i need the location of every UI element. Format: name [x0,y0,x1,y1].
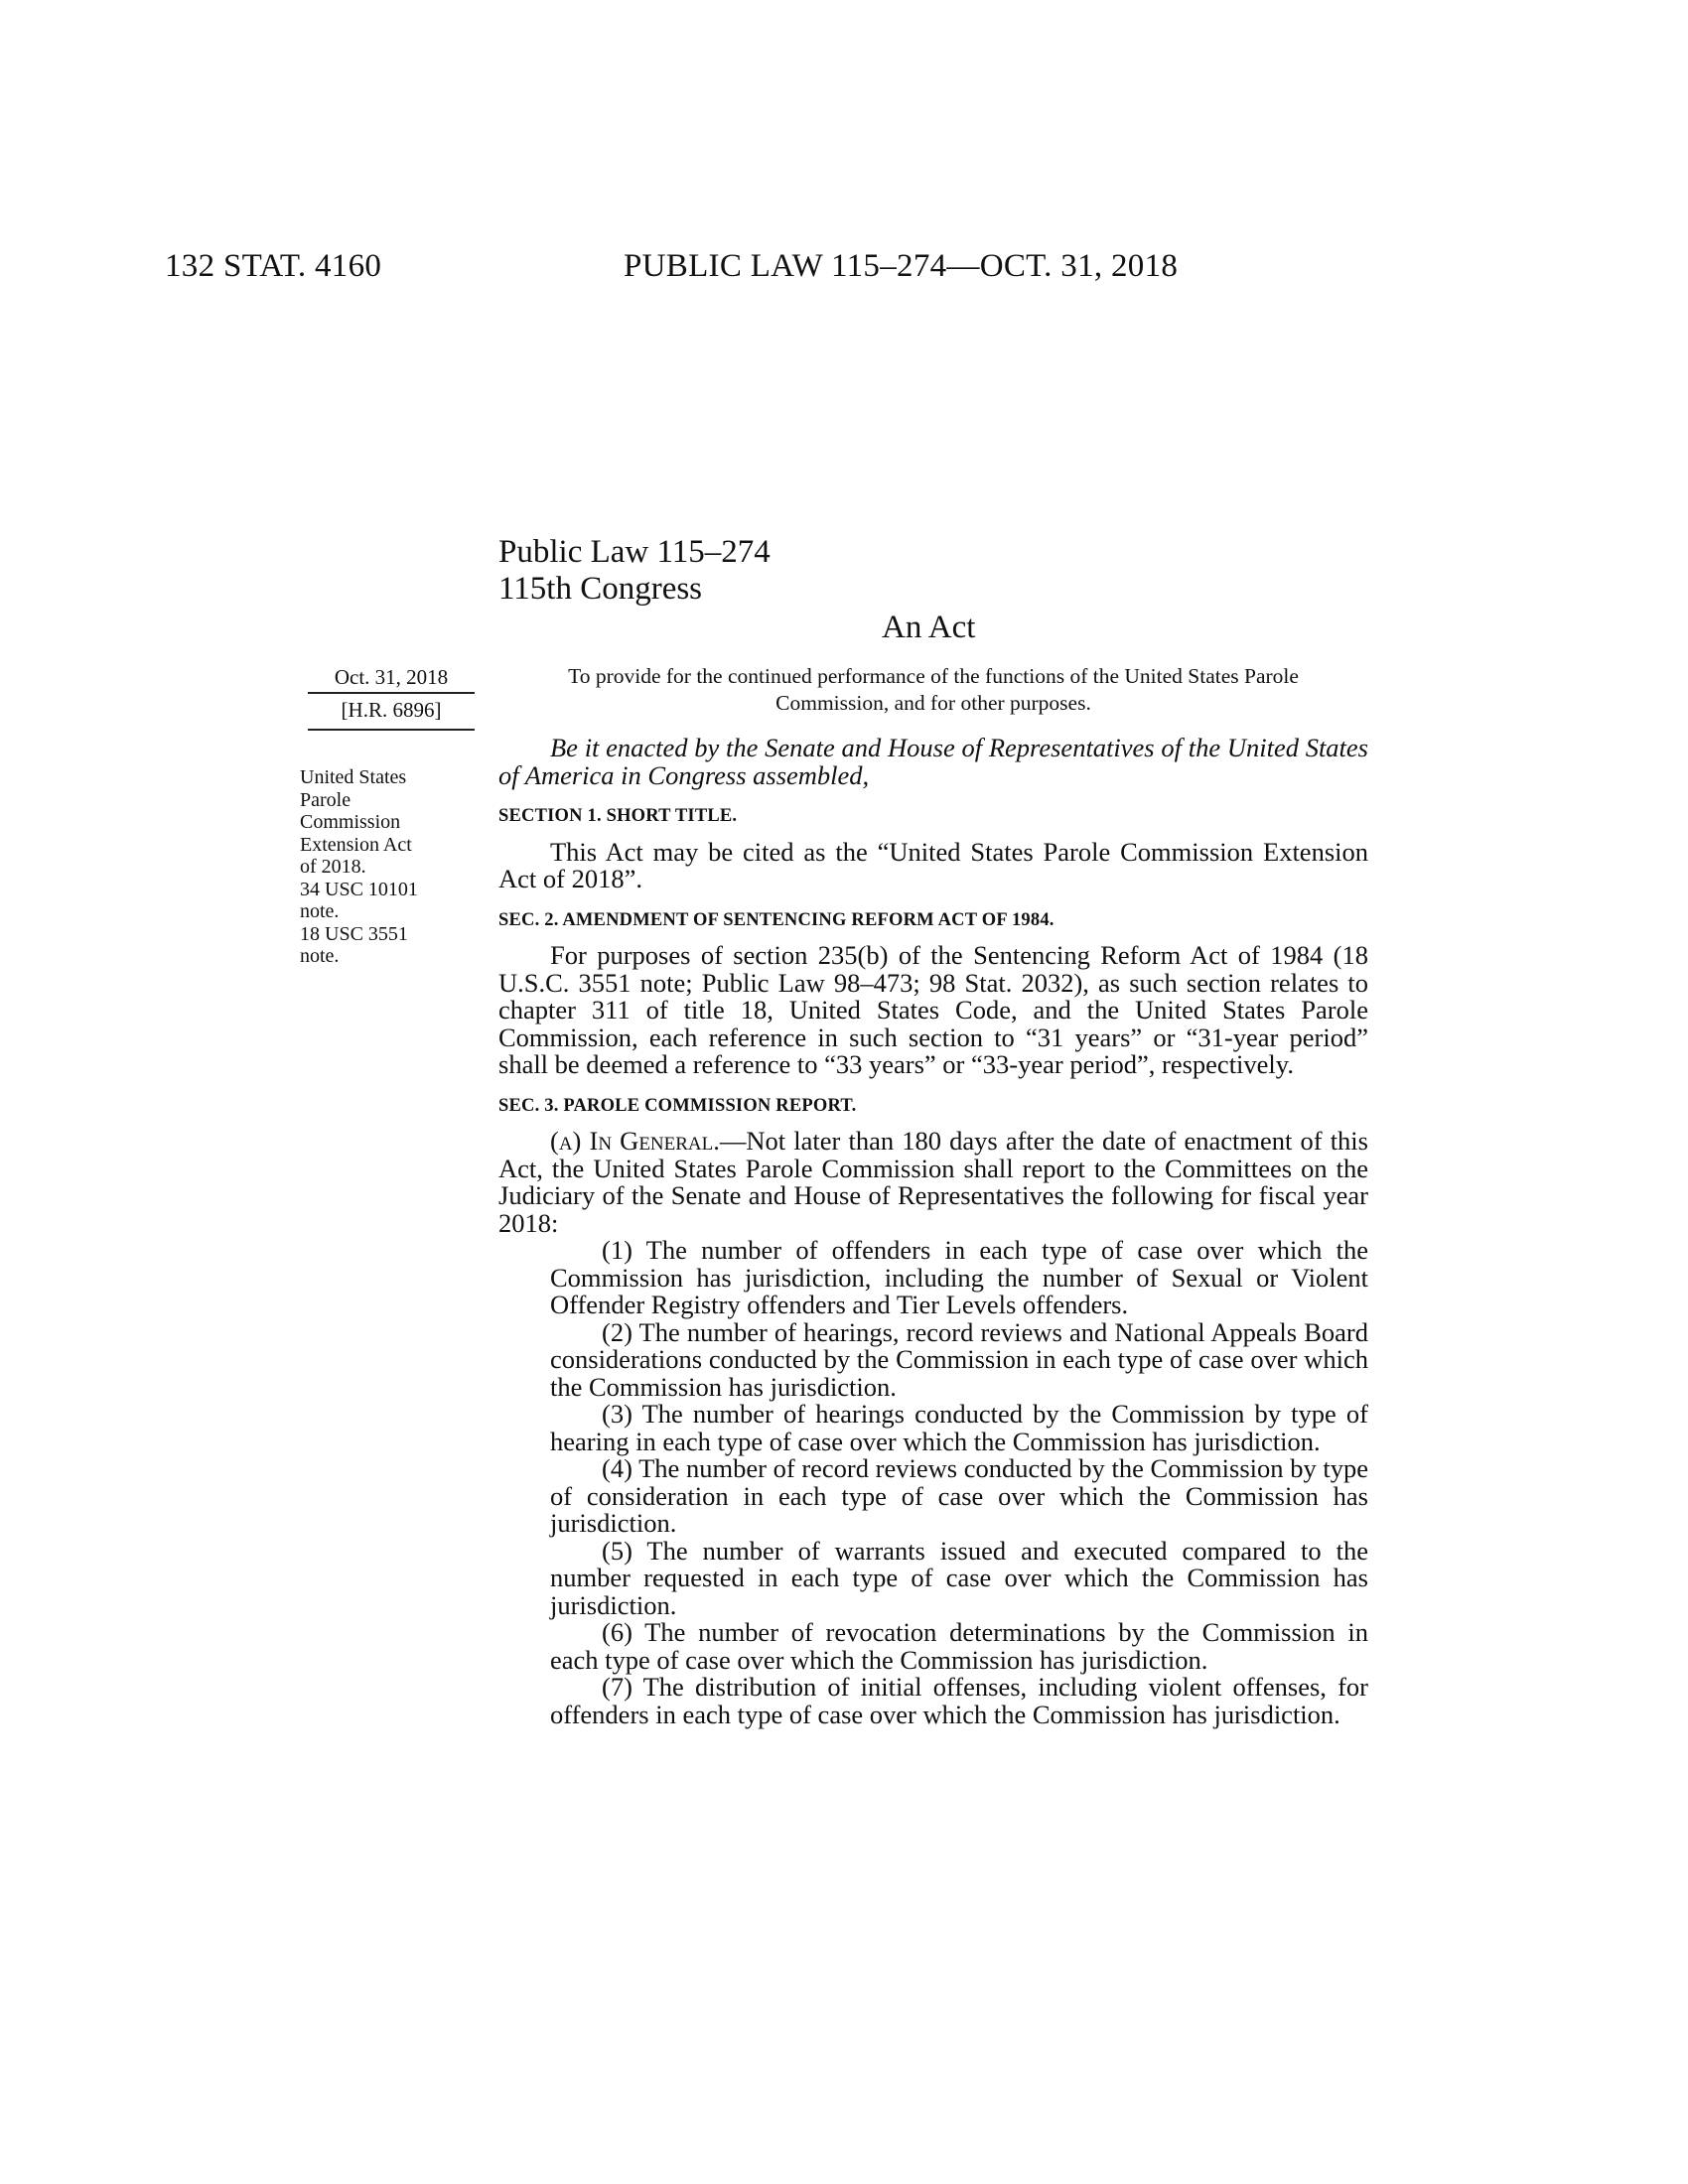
side-note-line: Commission [300,811,401,833]
section-3-heading: SEC. 3. PAROLE COMMISSION REPORT. [498,1095,857,1116]
report-item: (6) The number of revocation determinations by the Commission in each type of case over which the Commission has jurisdiction. [550,1617,1368,1675]
public-law-number: Public Law 115–274 [498,534,771,570]
side-note-line: 34 USC 10101 [300,878,418,900]
section-3-intro [498,1128,1368,1237]
side-note-line: note. [300,945,340,967]
subsection-text: —Not later than 180 days after the date of enactment of this Act, the United States Parole Commission shall report to the Committees on the Judiciary of the Senate and House of Representatives the following for fiscal year 2018: [498,1126,1368,1238]
margin-bill-number: [H.R. 6896] [341,698,442,722]
act-heading: An Act [882,610,976,645]
side-note-line: Parole [300,788,352,811]
act-body [498,735,1368,1728]
side-note-line: United States [300,766,407,788]
report-item: (4) The number of record reviews conducted by the Commission by type of consideration in each type of case over which the Commission has jurisdiction. [550,1453,1368,1538]
side-note-line: of 2018. [300,856,366,878]
section-2-heading: SEC. 2. AMENDMENT OF SENTENCING REFORM ACT OF 1984. [498,909,1055,930]
subsection-label: (a) In General. [550,1126,720,1156]
report-item: (3) The number of hearings conducted by the Commission by type of hearing in each type of case over which the Commission has jurisdiction. [550,1399,1368,1456]
section-2-text: For purposes of section 235(b) of the Sentencing Reform Act of 1984 (18 U.S.C. 3551 note; Public Law 98–473; 98 Stat. 2032), as such section relates to chapter 311 of title 18, United States Code, and the United States Parole Commission, each reference in such section to “31 years” or “31-year period” shall be deemed a reference to “33 years” or “33-year period”, respectively. [498,940,1368,1079]
report-item: (5) The number of warrants issued and executed compared to the number requested in each type of case over which the Commission has jurisdiction. [550,1535,1368,1620]
side-note-line: Extension Act [300,833,412,856]
congress-number: 115th Congress [498,571,703,607]
side-note-line: note. [300,900,340,922]
margin-divider [308,692,475,694]
act-purpose: To provide for the continued performance of the functions of the United States Parole Commission, and for other purposes. [568,664,1299,715]
stat-page-reference: 132 STAT. 4160 [165,248,382,284]
margin-side-notes [300,766,469,968]
running-head-title: PUBLIC LAW 115–274—OCT. 31, 2018 [624,248,1179,284]
side-note-line: 18 USC 3551 [300,922,408,945]
section-1-text: This Act may be cited as the “United States Parole Commission Extension Act of 2018”. [498,836,1368,893]
margin-enactment-date: Oct. 31, 2018 [334,665,449,689]
enacting-clause: Be it enacted by the Senate and House of Representatives of the United States of America in Congress assembled, [498,733,1368,790]
section-1-heading: SECTION 1. SHORT TITLE. [498,806,738,826]
margin-divider [308,729,475,731]
report-item: (2) The number of hearings, record reviews and National Appeals Board considerations conducted by the Commission in each type of case over which the Commission has jurisdiction. [550,1316,1368,1402]
report-item: (7) The distribution of initial offenses, including violent offenses, for offenders in each type of case over which the Commission has jurisdiction. [550,1672,1368,1729]
report-item: (1) The number of offenders in each type of case over which the Commission has jurisdiction, including the number of Sexual or Violent Offender Registry offenders and Tier Levels offenders. [550,1235,1368,1319]
